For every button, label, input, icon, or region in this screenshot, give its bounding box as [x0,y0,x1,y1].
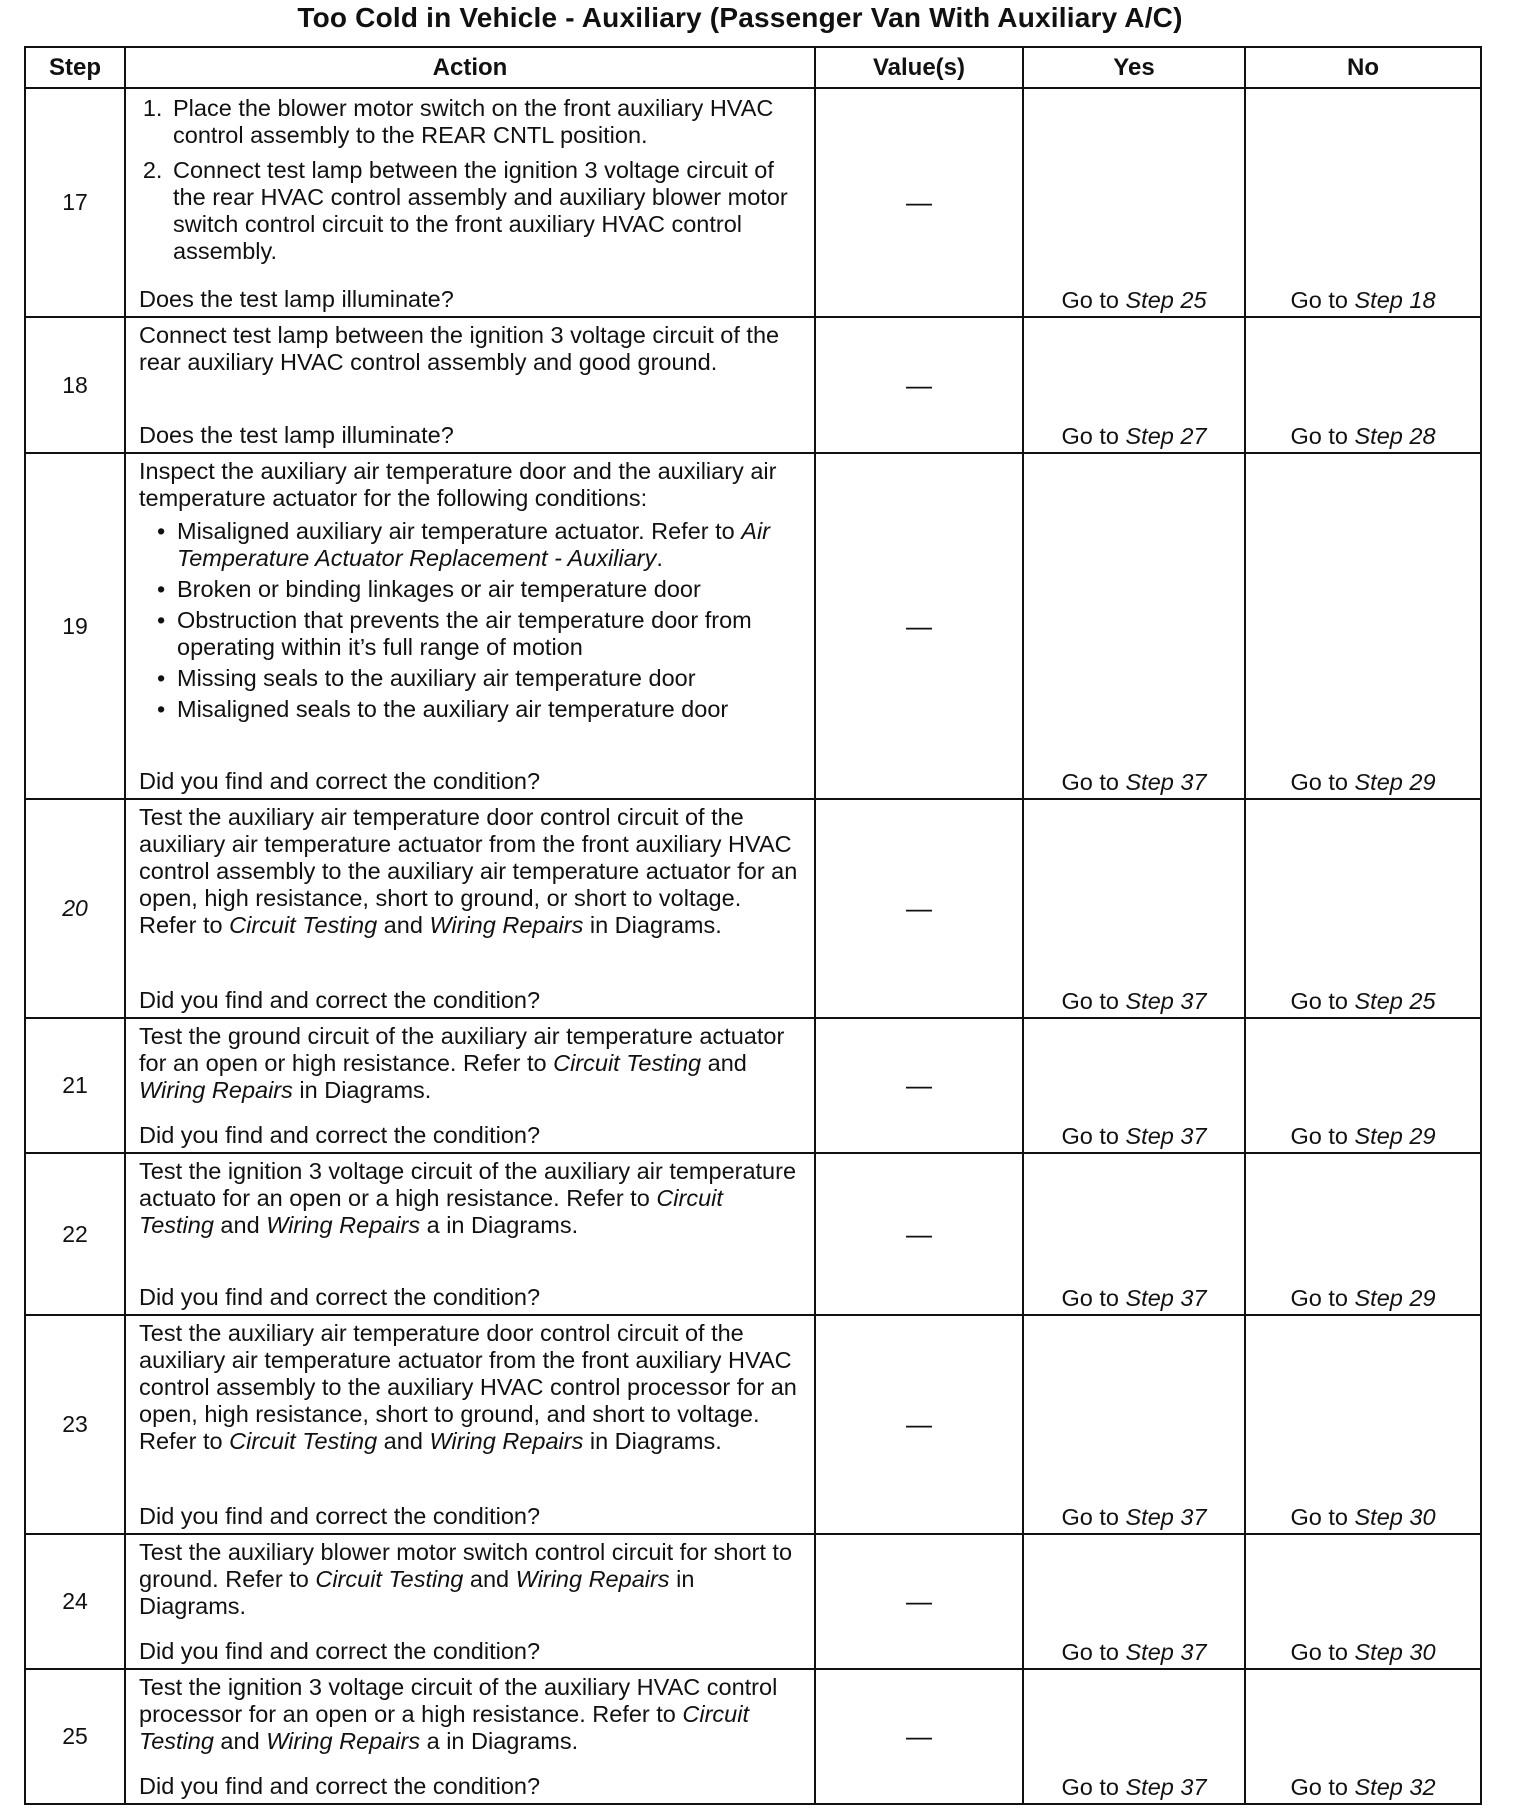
list-item: • Obstruction that prevents the air temperature door from operating within it’s full range of motion [177,607,804,661]
go-to-label: Go to [1061,423,1119,449]
yes-cell [1023,799,1245,1018]
action-text: Connect test lamp between the ignition 3 voltage circuit of the rear auxiliary HVAC control assembly and good ground. [139,322,780,375]
reference-link: Circuit Testing [315,1566,464,1592]
yes-cell [1023,1669,1245,1804]
value-cell: — [815,799,1023,1018]
yes-cell [1023,88,1245,317]
action-cell [125,1153,815,1315]
action-question: Did you find and correct the condition? [139,1284,541,1310]
action-text: Test the ground circuit of the auxiliary air temperature actuator for an open or high resistance. Refer to Circuit Testing and Wiring Repairs in Diagrams. [139,1023,785,1103]
table-row [25,1669,1481,1804]
action-text: Test the ignition 3 voltage circuit of the auxiliary HVAC control processor for an open or a high resistance. Refer to Circuit Testing and Wiring Repairs a in Diagrams. [139,1674,778,1754]
yes-cell [1023,1534,1245,1669]
step-ref-word: Step [1125,988,1174,1014]
condition-list [139,518,804,723]
document-title: Too Cold in Vehicle - Auxiliary (Passenger Van With Auxiliary A/C) [297,2,1183,33]
yes-step-ref: 37 [1180,1123,1207,1149]
step-ref-word: Step [1354,1285,1403,1311]
no-step-ref: 29 [1409,1285,1436,1311]
action-question: Did you find and correct the condition? [139,1773,541,1799]
step-ref-word: Step [1354,1123,1403,1149]
yes-step-ref: 27 [1180,423,1207,449]
go-to-label: Go to [1061,1639,1119,1665]
list-item: • Missing seals to the auxiliary air temperature door [177,665,804,692]
step-number: 22 [25,1153,125,1315]
no-step-ref: 25 [1409,988,1436,1014]
step-ref-word: Step [1125,1123,1174,1149]
no-cell [1245,1669,1481,1804]
go-to-label: Go to [1290,1774,1348,1800]
value-cell: — [815,1018,1023,1153]
action-cell [125,453,815,799]
column-header-values: Value(s) [815,47,1023,88]
go-to-label: Go to [1061,988,1119,1014]
yes-cell [1023,1153,1245,1315]
step-number: 20 [25,799,125,1018]
action-cell [125,1669,815,1804]
yes-step-ref: 25 [1180,287,1207,313]
action-question: Does the test lamp illuminate? [139,286,454,312]
action-cell [125,1315,815,1534]
table-row [25,1018,1481,1153]
no-cell [1245,1534,1481,1669]
value-cell: — [815,1669,1023,1804]
action-text: Test the auxiliary air temperature door control circuit of the auxiliary air temperature actuator from the front auxiliary HVAC control assembly to the auxiliary HVAC control processor for an open, high resistance, short to ground, and short to voltage. Refer to Circuit Testing and Wiring Repairs in Diagrams. [139,1320,797,1454]
go-to-label: Go to [1061,1504,1119,1530]
reference-link: Circuit Testing [139,1701,749,1754]
step-ref-word: Step [1125,423,1174,449]
reference-link: Circuit Testing [553,1050,702,1076]
go-to-label: Go to [1290,287,1348,313]
yes-step-ref: 37 [1180,1774,1207,1800]
step-ref-word: Step [1354,988,1403,1014]
yes-cell [1023,1315,1245,1534]
reference-link: Wiring Repairs [429,912,584,938]
step-ref-word: Step [1354,287,1403,313]
step-ref-word: Step [1125,287,1174,313]
reference-link: Wiring Repairs [266,1728,421,1754]
step-ref-word: Step [1125,1504,1174,1530]
no-cell [1245,799,1481,1018]
step-ref-word: Step [1354,1639,1403,1665]
step-number: 17 [25,88,125,317]
step-number: 24 [25,1534,125,1669]
action-question: Did you find and correct the condition? [139,768,541,794]
table-row [25,1153,1481,1315]
action-question: Did you find and correct the condition? [139,1638,541,1664]
no-cell [1245,453,1481,799]
step-ref-word: Step [1354,1774,1403,1800]
list-item: • Misaligned seals to the auxiliary air temperature door [177,696,804,723]
column-header-no: No [1245,47,1481,88]
action-text: Test the auxiliary blower motor switch control circuit for short to ground. Refer to Circuit Testing and Wiring Repairs in Diagrams. [139,1539,793,1619]
value-cell: — [815,1534,1023,1669]
step-ref-word: Step [1125,1639,1174,1665]
go-to-label: Go to [1290,1504,1348,1530]
action-text: Test the ignition 3 voltage circuit of the auxiliary air temperature actuato for an open or a high resistance. Refer to Circuit Testing and Wiring Repairs a in Diagrams. [139,1158,797,1238]
column-header-yes: Yes [1023,47,1245,88]
value-cell: — [815,88,1023,317]
table-row [25,88,1481,317]
reference-link: Air Temperature Actuator Replacement - Auxiliary [177,518,770,571]
step-ref-word: Step [1354,423,1403,449]
list-item: • Misaligned auxiliary air temperature actuator. Refer to Air Temperature Actuator Replacement - Auxiliary. [177,518,804,572]
step-ref-word: Step [1125,1774,1174,1800]
value-cell: — [815,317,1023,453]
go-to-label: Go to [1061,769,1119,795]
value-cell: — [815,453,1023,799]
go-to-label: Go to [1061,287,1119,313]
yes-step-ref: 37 [1180,1285,1207,1311]
reference-link: Circuit Testing [139,1185,723,1238]
yes-step-ref: 37 [1180,769,1207,795]
go-to-label: Go to [1290,769,1348,795]
go-to-label: Go to [1061,1774,1119,1800]
step-ref-word: Step [1125,1285,1174,1311]
action-cell [125,1018,815,1153]
reference-link: Circuit Testing [229,1428,378,1454]
step-number: 25 [25,1669,125,1804]
no-cell [1245,1018,1481,1153]
yes-step-ref: 37 [1180,1504,1207,1530]
column-header-step: Step [25,47,125,88]
header-row [25,47,1481,88]
reference-link: Wiring Repairs [266,1212,421,1238]
go-to-label: Go to [1290,1639,1348,1665]
step-number: 23 [25,1315,125,1534]
no-cell [1245,1315,1481,1534]
no-step-ref: 30 [1409,1639,1436,1665]
action-question: Did you find and correct the condition? [139,987,541,1013]
no-step-ref: 28 [1409,423,1436,449]
no-cell [1245,88,1481,317]
action-cell [125,88,815,317]
list-item: • Broken or binding linkages or air temperature door [177,576,804,603]
go-to-label: Go to [1290,423,1348,449]
table-row [25,1315,1481,1534]
go-to-label: Go to [1061,1285,1119,1311]
reference-link: Wiring Repairs [139,1077,293,1103]
action-cell [125,317,815,453]
action-text: Inspect the auxiliary air temperature door and the auxiliary air temperature actuator for the following conditions: [139,458,777,511]
yes-cell [1023,453,1245,799]
value-cell: — [815,1315,1023,1534]
diagnostic-table [24,46,1482,1805]
step-number: 21 [25,1018,125,1153]
yes-cell [1023,1018,1245,1153]
table-row [25,1534,1481,1669]
action-question: Did you find and correct the condition? [139,1122,541,1148]
step-ref-word: Step [1354,769,1403,795]
step-ref-word: Step [1125,769,1174,795]
go-to-label: Go to [1061,1123,1119,1149]
no-step-ref: 32 [1409,1774,1436,1800]
step-number: 19 [25,453,125,799]
table-row [25,317,1481,453]
list-item: 2. Connect test lamp between the ignition 3 voltage circuit of the rear HVAC control assembly and auxiliary blower motor switch control circuit to the front auxiliary HVAC control assembly. [169,157,804,265]
reference-link: Circuit Testing [229,912,378,938]
column-header-action: Action [125,47,815,88]
list-item: 1. Place the blower motor switch on the front auxiliary HVAC control assembly to the REAR CNTL position. [169,95,804,149]
action-cell [125,1534,815,1669]
step-ref-word: Step [1354,1504,1403,1530]
no-step-ref: 29 [1409,769,1436,795]
action-question: Did you find and correct the condition? [139,1503,541,1529]
yes-step-ref: 37 [1180,988,1207,1014]
no-cell [1245,1153,1481,1315]
value-cell: — [815,1153,1023,1315]
go-to-label: Go to [1290,1285,1348,1311]
yes-cell [1023,317,1245,453]
table-row [25,453,1481,799]
table-row [25,799,1481,1018]
no-step-ref: 18 [1409,287,1436,313]
reference-link: Wiring Repairs [429,1428,584,1454]
go-to-label: Go to [1290,988,1348,1014]
action-text: Test the auxiliary air temperature door control circuit of the auxiliary air temperature actuator from the front auxiliary HVAC control assembly to the auxiliary air temperature actuator for an open, high resistance, short to ground, or short to voltage. Refer to Circuit Testing and Wiring Repairs in Diagrams. [139,804,798,938]
action-question: Does the test lamp illuminate? [139,422,454,448]
numbered-list [139,95,804,273]
no-step-ref: 29 [1409,1123,1436,1149]
reference-link: Wiring Repairs [515,1566,670,1592]
step-number: 18 [25,317,125,453]
yes-step-ref: 37 [1180,1639,1207,1665]
go-to-label: Go to [1290,1123,1348,1149]
action-cell [125,799,815,1018]
no-step-ref: 30 [1409,1504,1436,1530]
no-cell [1245,317,1481,453]
